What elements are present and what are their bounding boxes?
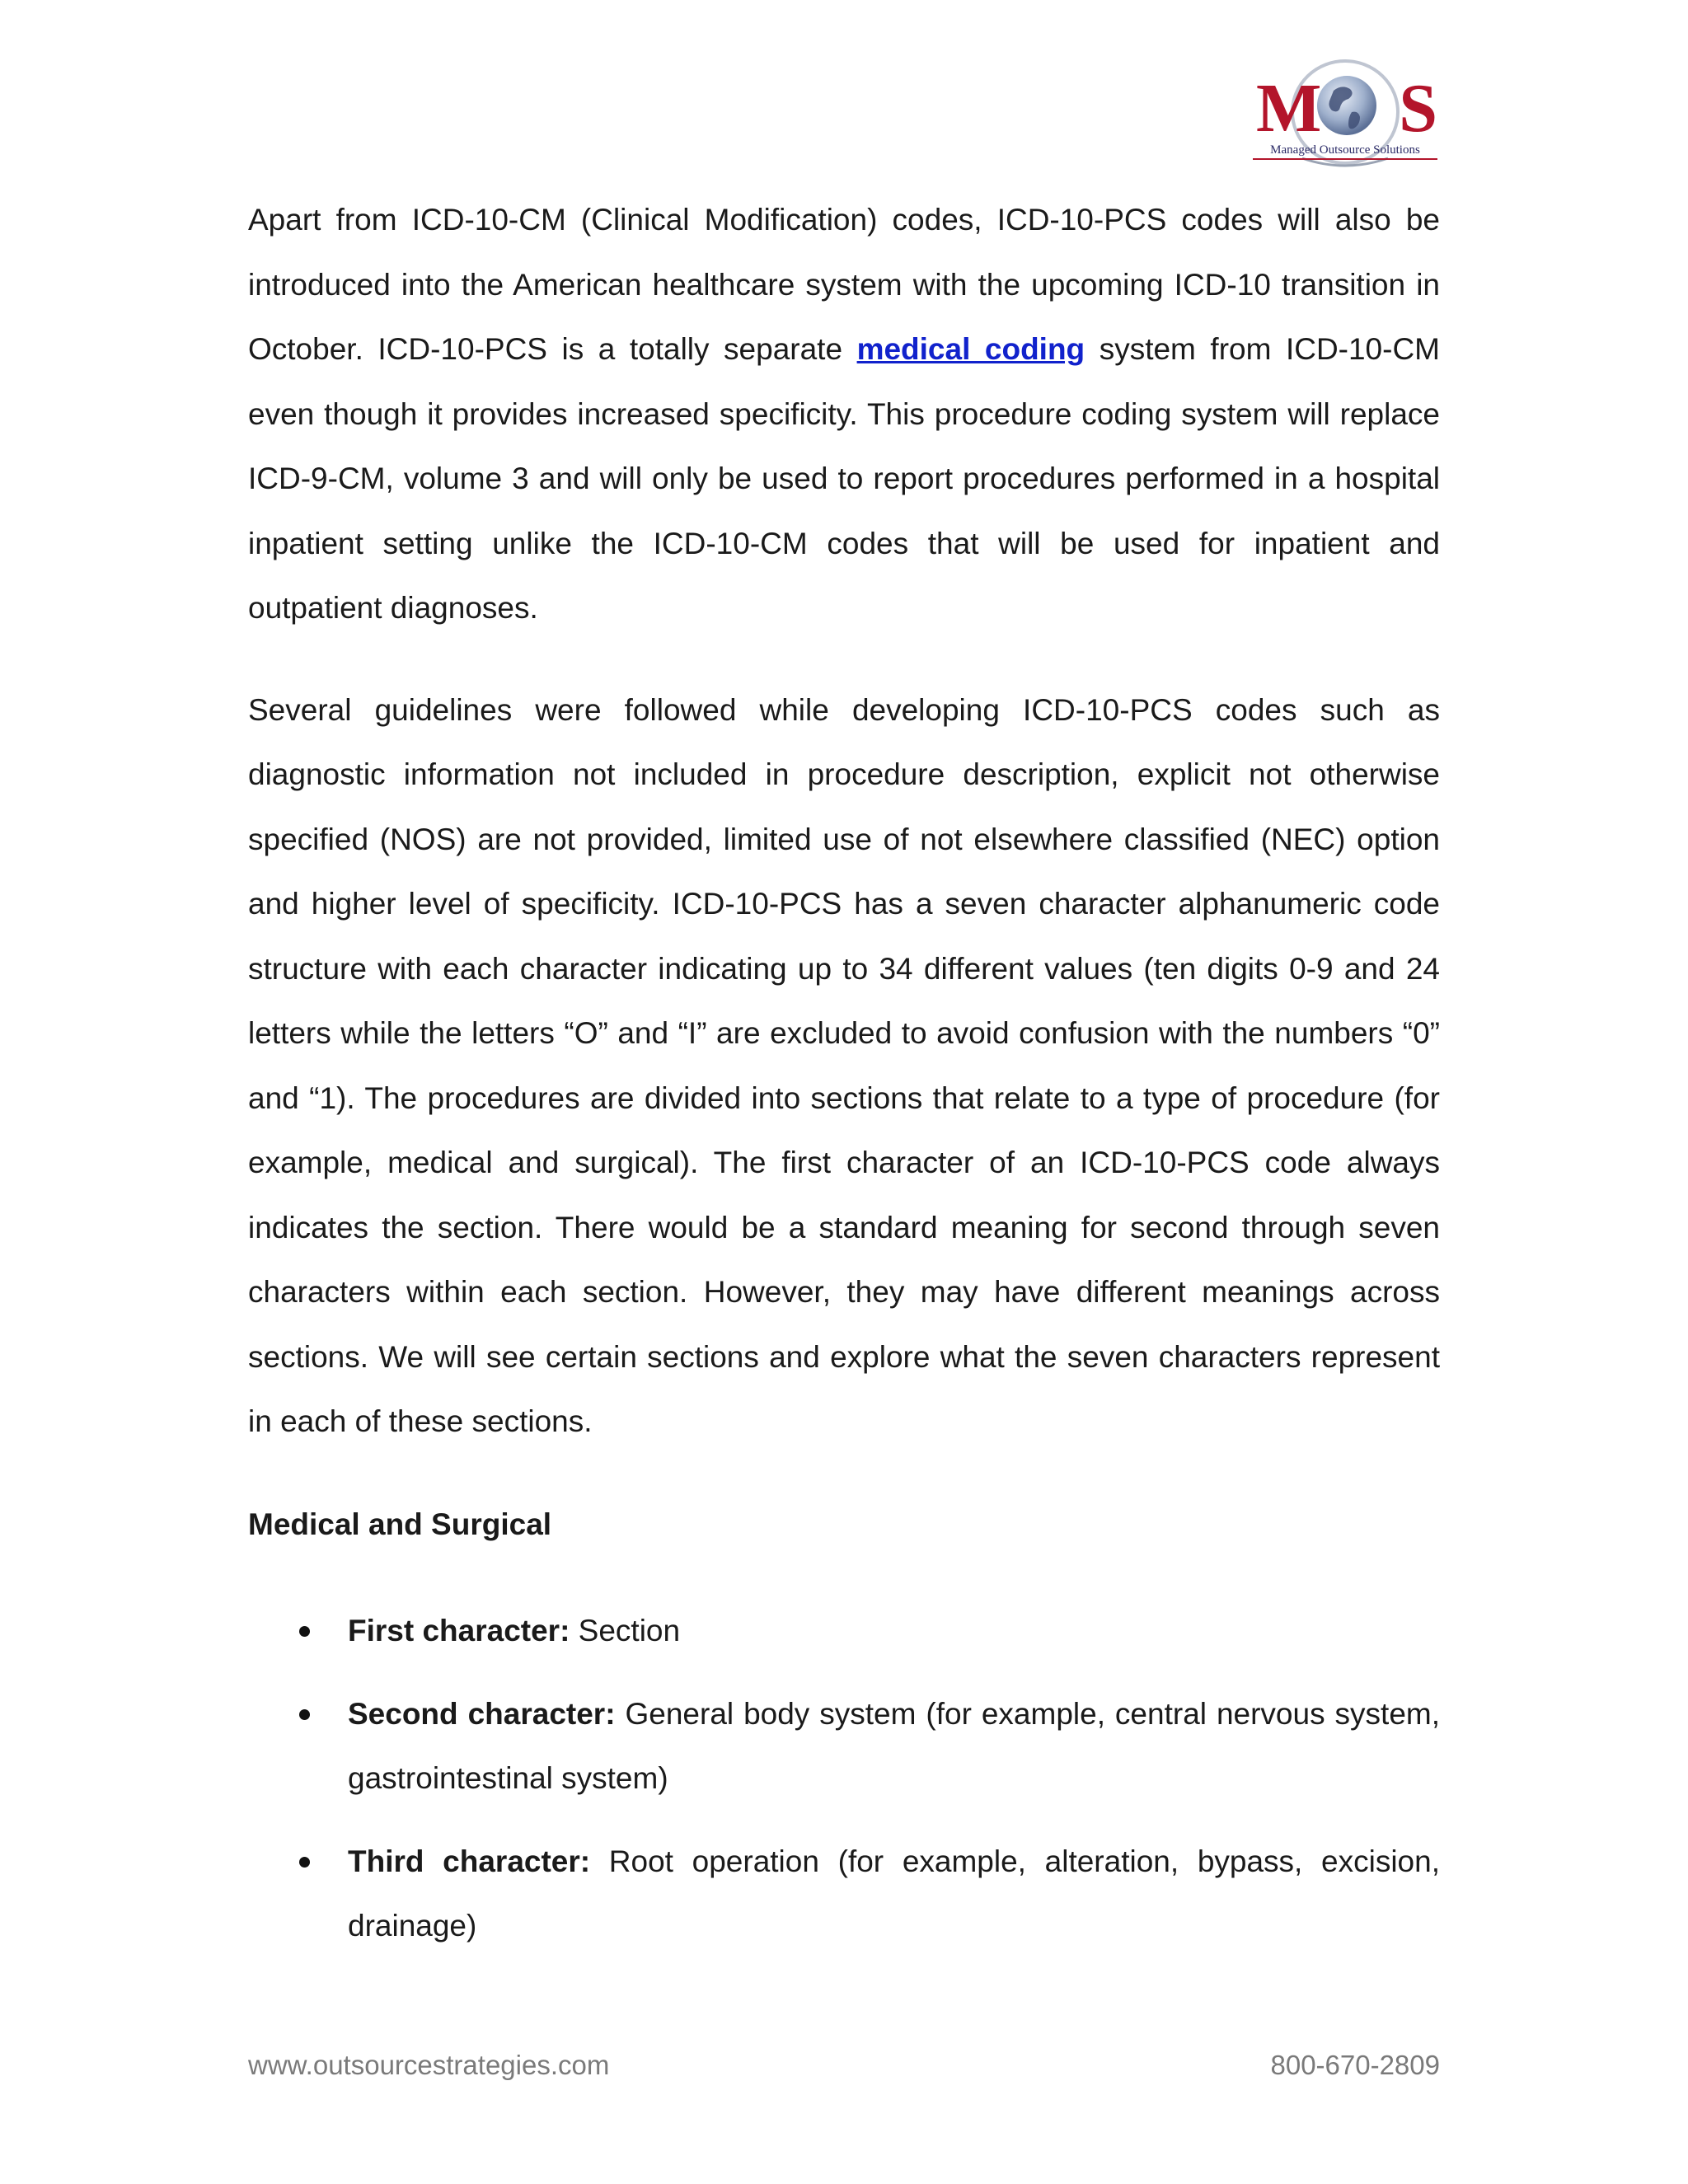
logo-letter-m: M <box>1256 70 1322 147</box>
paragraph-intro-text-a: Apart from ICD-10-CM (Clinical Modification) codes, ICD-10-PCS codes will also be introduced into the American healthcare system with the upcoming ICD-10 transition in October. ICD-10-PCS is a totally separate <box>248 203 1440 366</box>
list-item <box>248 1830 1440 1959</box>
logo-tagline: Managed Outsource Solutions <box>1270 143 1420 157</box>
footer-phone: 800-670-2809 <box>1270 2050 1440 2080</box>
logo-divider <box>1253 158 1437 160</box>
list-item-term: Second character: <box>348 1696 616 1731</box>
bullet-icon <box>299 1857 310 1868</box>
paragraph-intro <box>248 188 1440 641</box>
list-item-desc: General body system (for example, central nervous system, gastrointestinal system) <box>348 1696 1440 1795</box>
list-item-desc: Root operation (for example, alteration, bypass, excision, drainage) <box>348 1844 1440 1943</box>
list-item-term: First character: <box>348 1614 570 1647</box>
logo-wordmark <box>1256 70 1437 147</box>
logo-letter-s: S <box>1399 70 1437 147</box>
paragraph-guidelines: Several guidelines were followed while developing ICD-10-PCS codes such as diagnostic information not included in procedure description, explicit not otherwise specified (NOS) are not provided, limited use of not elsewhere classified (NEC) option and higher level of specificity. ICD-10-PCS has a seven character alphanumeric code structure with each character indicating up to 34 different values (ten digits 0-9 and 24 letters while the letters “O” and “I” are excluded to avoid confusion with the numbers “0” and “1). The procedures are divided into sections that relate to a type of procedure (for example, medical and surgical). The first character of an ICD-10-PCS code always indicates the section. There would be a standard meaning for second through seven characters within each section. However, they may have different meanings across sections. We will see certain sections and explore what the seven characters represent in each of these sections. <box>248 692 1440 1438</box>
list-item <box>248 1682 1440 1811</box>
paragraph-intro-text-b: system from ICD-10-CM even though it provides increased specificity. This procedure coding system will replace ICD-9-CM, volume 3 and will only be used to report procedures performed in a hospital inpatient setting unlike the ICD-10-CM codes that will be used for inpatient and outpatient diagnoses. <box>248 332 1440 625</box>
list-item <box>248 1599 1440 1664</box>
footer-website: www.outsourcestrategies.com <box>248 2050 610 2080</box>
section-heading: Medical and Surgical <box>248 1507 552 1541</box>
bullet-icon <box>299 1709 310 1720</box>
company-logo <box>1245 58 1442 181</box>
character-list <box>248 1599 1440 1977</box>
bullet-icon <box>299 1626 310 1637</box>
list-item-term: Third character: <box>348 1844 591 1878</box>
list-item-desc: Section <box>570 1614 681 1647</box>
article-body <box>248 188 1440 1455</box>
medical-coding-link[interactable]: medical coding <box>856 332 1085 366</box>
